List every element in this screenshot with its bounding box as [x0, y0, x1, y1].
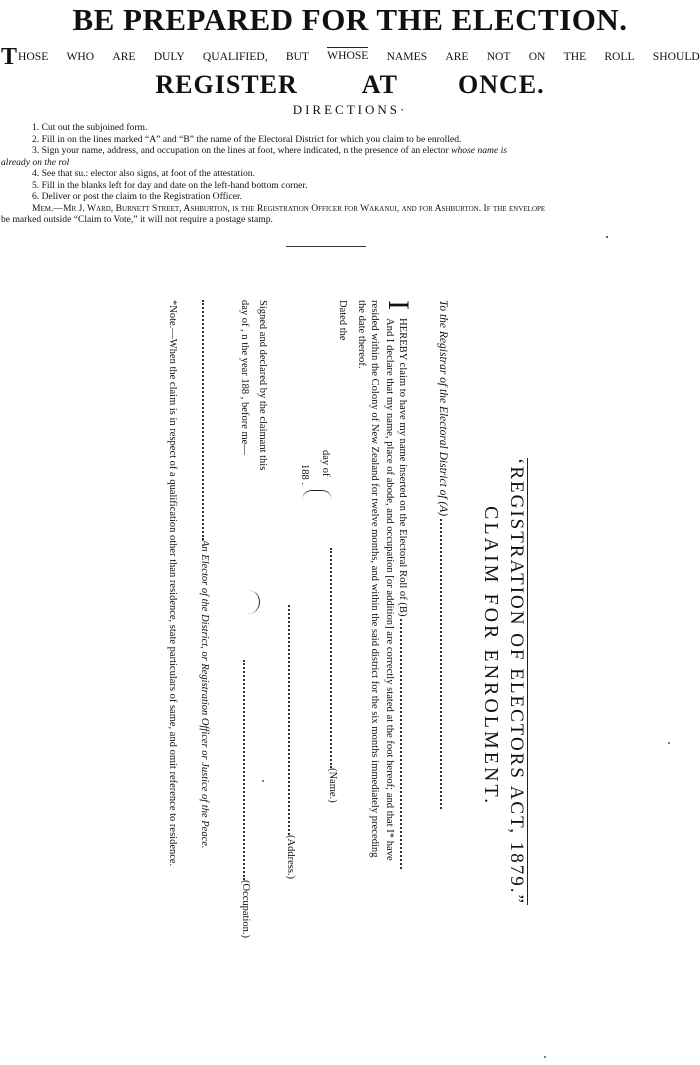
- claim-text: HEREBY claim to have my name inserted on the Electoral Roll of (B): [397, 318, 408, 620]
- drop-cap-letter: T: [1, 44, 18, 70]
- direction-step: [0, 145, 700, 157]
- intro-word: SHOULD: [652, 50, 700, 63]
- address-field[interactable]: [288, 605, 298, 835]
- claim-form-rotated: [88, 300, 528, 1028]
- ink-speck: [606, 236, 608, 238]
- claim-line: resided within the Colony of New Zealand for twelve months, and within the said district for the six months immediately preceding: [369, 300, 380, 858]
- intro-word: HOSE: [18, 50, 49, 63]
- directions-list: [0, 122, 700, 226]
- direction-step: 6. Deliver or post the claim to the Registration Officer.: [32, 191, 243, 202]
- direction-step-text: 3. Sign your name, address, and occupation on the lines at foot, where indicated, n the presence of an elector: [32, 145, 449, 156]
- claim-line: And I declare that my name, place of abode, and occupation [or addition] are correctly stated at the foot hereof; and that I* have: [384, 318, 395, 861]
- faint-stamp-mark: [336, 1010, 406, 1024]
- district-b-field[interactable]: [400, 619, 410, 869]
- claim-line: the date thereof.: [356, 300, 367, 369]
- intro-word: BUT: [285, 50, 309, 63]
- direction-step-italic: already on the rol: [1, 156, 70, 168]
- intro-word: ROLL: [604, 50, 635, 63]
- intro-word: NOT: [486, 50, 511, 63]
- intro-word: ON: [528, 50, 546, 63]
- witness-signature-field[interactable]: [202, 300, 212, 540]
- intro-word: WHO: [66, 50, 95, 63]
- registrar-label: To the Registrar of the Electoral District of (A): [437, 300, 449, 520]
- page-title: BE PREPARED FOR THE ELECTION.: [72, 2, 628, 37]
- direction-step: 5. Fill in the blanks left for day and date on the left-hand bottom corner.: [32, 179, 308, 191]
- direction-step: [0, 157, 700, 169]
- signature-brace: [239, 590, 260, 614]
- intro-line: [18, 50, 700, 63]
- occupation-field-row: [240, 660, 253, 938]
- date-brace: [302, 490, 332, 511]
- section-divider: [286, 246, 366, 247]
- intro-word: NAMES: [386, 50, 428, 63]
- memo-line: Mem.—Mr J. Ward, Burnett Street, Ashburton, is the Registration Officer for Wakanui, and for Ashburton. If the envelope: [32, 202, 546, 214]
- address-label: (Address.): [285, 835, 296, 880]
- claim-initial: I: [382, 300, 415, 310]
- claim-title: CLAIM FOR ENROLMENT.: [480, 506, 502, 807]
- intro-word: DULY: [153, 50, 185, 63]
- occupation-field[interactable]: [243, 660, 253, 880]
- register-word: ONCE.: [457, 70, 545, 99]
- name-label: (Name.): [327, 768, 338, 803]
- name-field[interactable]: [330, 548, 340, 768]
- ink-speck: [544, 1056, 546, 1058]
- intro-word: QUALIFIED,: [202, 50, 268, 63]
- direction-step: 2. Fill in on the lines marked “A” and “B” the name of the Electoral District for which you claim to be enrolled.: [32, 133, 462, 145]
- name-field-row: [327, 548, 340, 803]
- signed-line: Signed and declared by the claimant this: [257, 300, 268, 471]
- district-a-field[interactable]: [440, 519, 450, 809]
- memo-line: be marked outside “Claim to Vote,” it will not require a postage stamp.: [1, 214, 273, 225]
- year-label: 188 .: [299, 464, 310, 485]
- intro-word: ARE: [445, 50, 469, 63]
- registrar-line: [437, 300, 450, 809]
- intro-word: THE: [563, 50, 587, 63]
- act-title-text: ‘REGISTRATION OF ELECTORS ACT, 1879.”: [506, 458, 527, 905]
- intro-word: WHOSE: [327, 49, 369, 62]
- register-word: AT: [361, 70, 398, 99]
- claim-line: [397, 318, 410, 869]
- register-word: REGISTER: [155, 70, 298, 99]
- register-heading: [0, 70, 700, 100]
- address-field-row: [285, 605, 298, 879]
- intro-word: ARE: [112, 50, 136, 63]
- day-of-label: day of: [320, 450, 331, 477]
- ink-speck: [668, 742, 670, 744]
- direction-step-italic: whose name is: [451, 145, 508, 156]
- elector-label: An Elector of the District, or Registration Officer or Justice of the Peace.: [199, 540, 210, 849]
- footnote: *Note.—When the claim is in respect of a qualification other than residence, state particulars of same, and omit reference to residence.: [167, 300, 178, 867]
- signed-line: day of , n the year 188 , before me—: [239, 300, 250, 455]
- direction-step: 1. Cut out the subjoined form.: [32, 122, 148, 133]
- claim-form: [88, 300, 528, 1028]
- dated-label: Dated the: [337, 300, 348, 341]
- direction-step: 4. See that su.: elector also signs, at foot of the attestation.: [32, 168, 256, 179]
- act-title: [505, 458, 528, 905]
- elector-line: [199, 300, 212, 849]
- ink-speck: [262, 780, 264, 782]
- directions-heading: DIRECTIONS·: [292, 102, 408, 117]
- occupation-label: (Occupation.): [240, 880, 251, 939]
